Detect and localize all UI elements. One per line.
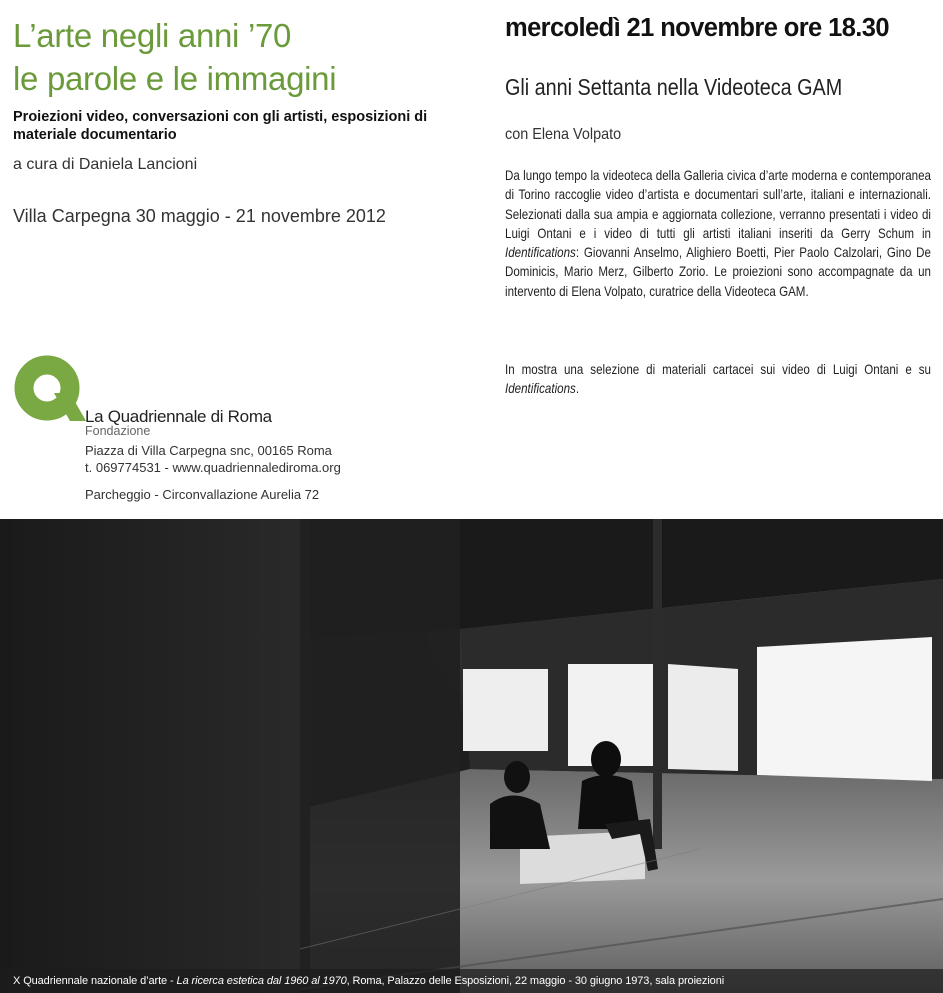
exhibit-italic-title: Identifications [505, 381, 576, 397]
event-title: Gli anni Settanta nella Videoteca GAM [505, 74, 843, 100]
exhibit-text-end: . [575, 381, 580, 397]
curator-credit: a cura di Daniela Lancioni [13, 156, 198, 173]
organization-subname: Fondazione [85, 424, 151, 438]
photo-caption [13, 975, 724, 987]
subtitle: Proiezioni video, conversazioni con gli artisti, esposizioni di materiale documentario [13, 109, 428, 143]
description-text: Da lungo tempo la videoteca della Galleria civica d’arte moderna e contemporanea di Torino raccoglie video d’artista e documentari sull’arte, italiani e internazionali. Selezionati dalla sua ampia e aggiornata collezione, verranno presentati i video di Luigi Ontani e i video di tutti gli artisti italiani inseriti da Gerry Schum in [505, 168, 931, 241]
organization-name: La Quadriennale di Roma [85, 407, 272, 426]
title-line-2: le parole e le immagini [13, 60, 337, 97]
quadriennale-q-logo-icon [14, 355, 88, 425]
address-line: Piazza di Villa Carpegna snc, 00165 Roma [85, 443, 332, 458]
event-description [505, 166, 931, 301]
description-italic-title: Identifications [505, 245, 576, 261]
caption-text-end: , Roma, Palazzo delle Esposizioni, 22 maggio - 30 giugno 1973, sala proiezioni [346, 975, 725, 987]
exhibit-text: In mostra una selezione di materiali cartacei sui video di Luigi Ontani e su [505, 362, 931, 377]
page-title [13, 14, 336, 100]
contact-line[interactable]: t. 069774531 - www.quadriennalediroma.org [85, 460, 341, 475]
exhibit-note [505, 360, 931, 399]
exhibition-photo [0, 519, 943, 993]
event-datetime: mercoledì 21 novembre ore 18.30 [505, 14, 889, 42]
parking-info: Parcheggio - Circonvallazione Aurelia 72 [85, 487, 320, 502]
caption-italic-title: La ricerca estetica dal 1960 al 1970 [176, 975, 347, 987]
caption-text: X Quadriennale nazionale d’arte - [13, 975, 177, 987]
organization-address [85, 442, 341, 476]
venue-dates: Villa Carpegna 30 maggio - 21 novembre 2012 [13, 206, 386, 226]
title-line-1: L’arte negli anni ’70 [13, 17, 292, 54]
event-guest: con Elena Volpato [505, 126, 622, 143]
description-text-end: : Giovanni Anselmo, Alighiero Boetti, Pier Paolo Calzolari, Gino De Dominicis, Mario Merz, Gilberto Zorio. Le proiezioni sono accompagnate da un intervento di Elena Volpato, curatrice della Videoteca GAM. [505, 245, 931, 299]
